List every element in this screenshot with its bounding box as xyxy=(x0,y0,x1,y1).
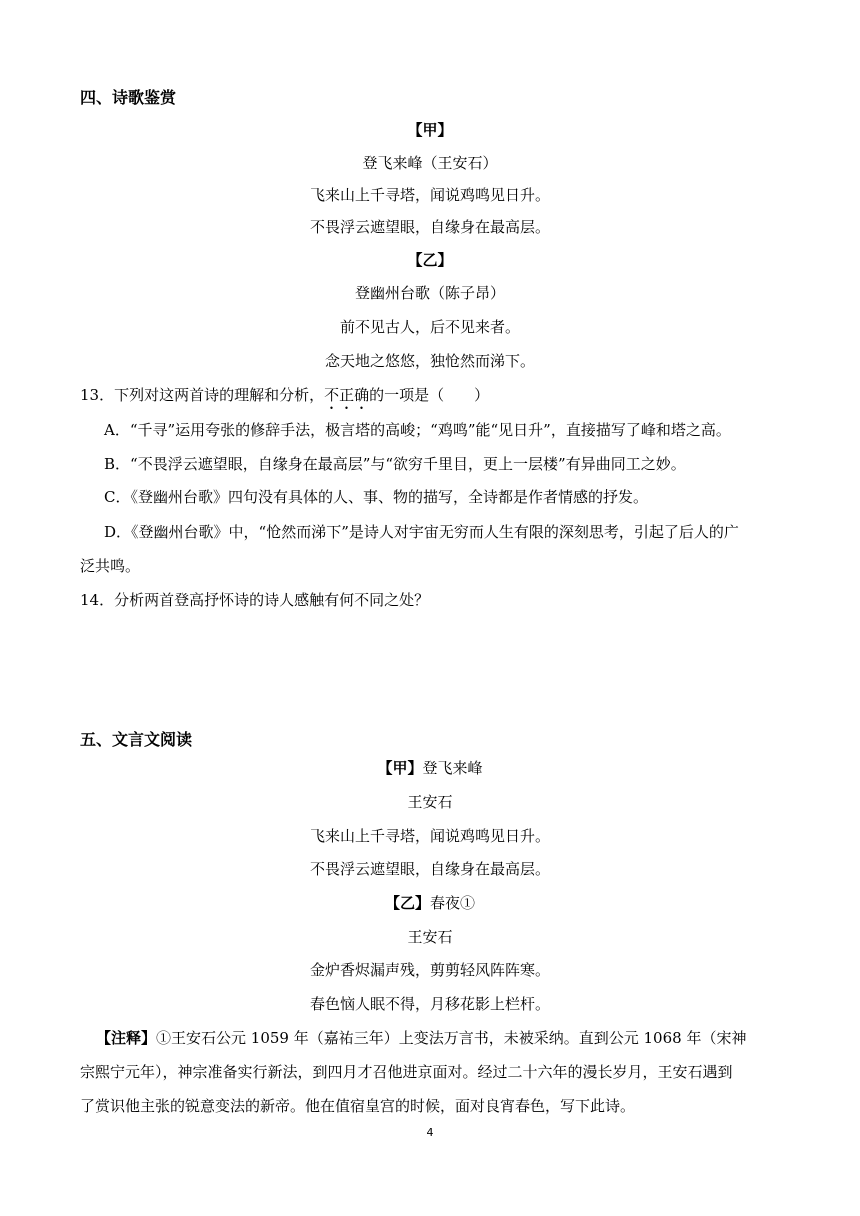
poem-yi-label: 【乙】 xyxy=(407,251,453,269)
question-13-suffix: 的一项是（ ） xyxy=(369,386,490,404)
text-jia-line: 飞来山上千寻塔，闻说鸡鸣见日升。 xyxy=(309,827,550,845)
poem-yi-line: 念天地之悠悠，独怆然而涕下。 xyxy=(324,352,535,370)
annotation-text: ①王安石公元 1059 年（嘉祐三年）上变法万言书，未被采纳。直到公元 1068 年（宋神 xyxy=(156,1029,747,1047)
option-c: C．《登幽州台歌》四句没有具体的人、事、物的描写，全诗都是作者情感的抒发。 xyxy=(104,488,648,506)
poem-jia-line: 不畏浮云遮望眼，自缘身在最高层。 xyxy=(309,218,550,236)
poem-yi-line: 前不见古人，后不见来者。 xyxy=(339,318,520,336)
text-yi-author: 王安石 xyxy=(407,928,453,946)
text-yi-line: 春色恼人眠不得，月移花影上栏杆。 xyxy=(309,995,550,1013)
text-jia-title: 登飞来峰 xyxy=(422,759,483,777)
poem-yi-title: 登幽州台歌（陈子昂） xyxy=(354,284,505,302)
poem-jia-label: 【甲】 xyxy=(407,121,453,139)
question-13-emphasis: 不正确 xyxy=(324,386,370,404)
page-number: 4 xyxy=(426,1126,434,1139)
text-yi-title: 春夜① xyxy=(430,894,476,912)
option-d-continued: 泛共鸣。 xyxy=(80,557,141,575)
option-b: B．“不畏浮云遮望眼，自缘身在最高层”与“欲穷千里目，更上一层楼”有异曲同工之妙。 xyxy=(104,455,686,473)
text-jia-heading xyxy=(0,758,860,778)
poem-jia-title: 登飞来峰（王安石） xyxy=(362,154,498,172)
option-d: D．《登幽州台歌》中，“怆然而涕下”是诗人对宇宙无穷而人生有限的深刻思考，引起了后人的广 xyxy=(104,523,739,541)
question-14: 14．分析两首登高抒怀诗的诗人感触有何不同之处？ xyxy=(80,591,430,609)
question-13-prefix: 13．下列对这两首诗的理解和分析， xyxy=(80,386,325,404)
section-heading-classical: 五、文言文阅读 xyxy=(80,730,193,749)
text-yi-label: 【乙】 xyxy=(384,894,430,912)
question-13 xyxy=(80,385,489,413)
annotation xyxy=(96,1028,746,1048)
text-yi-heading xyxy=(0,893,860,913)
text-jia-line: 不畏浮云遮望眼，自缘身在最高层。 xyxy=(309,860,550,878)
text-jia-author: 王安石 xyxy=(407,793,453,811)
section-heading-poetry: 四、诗歌鉴赏 xyxy=(80,88,177,107)
poem-jia-line: 飞来山上千寻塔，闻说鸡鸣见日升。 xyxy=(309,186,550,204)
annotation-continued: 宗熙宁元年），神宗准备实行新法，到四月才召他进京面对。经过二十六年的漫长岁月，王安石遇到 xyxy=(80,1063,733,1081)
annotation-label: 【注释】 xyxy=(96,1029,157,1047)
text-yi-line: 金炉香烬漏声残，剪剪轻风阵阵寒。 xyxy=(309,961,550,979)
option-a: A．“千寻”运用夸张的修辞手法，极言塔的高峻；“鸡鸣”能“见日升”，直接描写了峰和塔之高。 xyxy=(104,421,731,439)
annotation-continued: 了赏识他主张的锐意变法的新帝。他在值宿皇宫的时候，面对良宵春色，写下此诗。 xyxy=(80,1097,636,1115)
text-jia-label: 【甲】 xyxy=(377,759,423,777)
